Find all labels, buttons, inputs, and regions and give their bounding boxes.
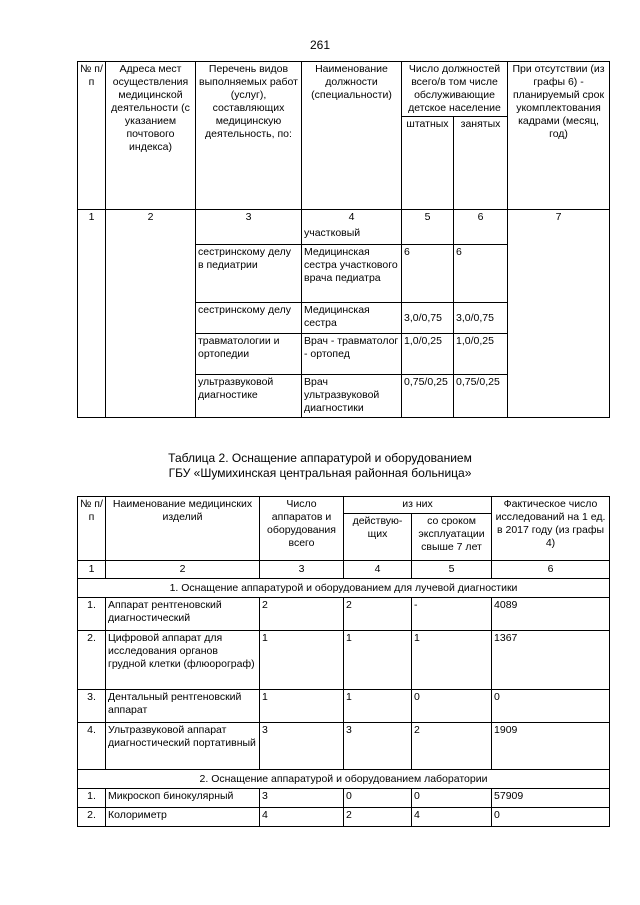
row-name: Дентальный рентгеновский аппарат	[106, 690, 260, 723]
row-old: -	[412, 598, 492, 631]
row-active: 2	[344, 598, 412, 631]
column-number-row	[78, 210, 610, 227]
row-count: 3	[260, 789, 344, 808]
row-name: Колориметр	[106, 808, 260, 827]
row-active: 1	[344, 631, 412, 690]
header-works: Перечень видов выполняемых работ (услуг), составляющих медицинскую деятельность, по:	[196, 62, 302, 210]
row-full	[402, 226, 454, 245]
row-num: 2.	[78, 631, 106, 690]
table-row	[78, 598, 610, 631]
row-old: 1	[412, 631, 492, 690]
row-occupied: 6	[454, 245, 508, 303]
table-row	[78, 631, 610, 690]
header-address: Адреса мест осуществления медицинской деятельности (с указанием почтового индекса)	[106, 62, 196, 210]
row-position: участковый	[302, 226, 402, 245]
table-header-row	[78, 497, 610, 514]
row-actual: 1909	[492, 723, 610, 770]
row-count: 3	[260, 723, 344, 770]
row-count: 4	[260, 808, 344, 827]
col-number: 2	[106, 561, 260, 579]
header-of-them: из них	[344, 497, 492, 514]
row-num: 4.	[78, 723, 106, 770]
caption-line: Таблица 2. Оснащение аппаратурой и оборудованием	[168, 451, 472, 465]
table-caption	[0, 451, 640, 481]
row-num: 3.	[78, 690, 106, 723]
row-actual: 57909	[492, 789, 610, 808]
staff-table	[77, 61, 610, 418]
col-number: 2	[106, 210, 196, 227]
row-work: травматологии и ортопедии	[196, 334, 302, 375]
row-num: 1.	[78, 789, 106, 808]
row-active: 2	[344, 808, 412, 827]
section-title: 1. Оснащение аппаратурой и оборудованием для лучевой диагностики	[78, 579, 610, 598]
table-row	[78, 808, 610, 827]
row-name: Ультразвуковой аппарат диагностический портативный	[106, 723, 260, 770]
col-number: 5	[402, 210, 454, 227]
row-count: 1	[260, 631, 344, 690]
row-full: 0,75/0,25	[402, 375, 454, 418]
header-plan: При отсутствии (из графы 6) - планируемый срок укомплектования кадрами (месяц, год)	[508, 62, 610, 210]
section-row	[78, 770, 610, 789]
col-number: 5	[412, 561, 492, 579]
header-old: со сроком эксплуатации свыше 7 лет	[412, 514, 492, 561]
header-position: Наименование должности (специальности)	[302, 62, 402, 210]
col-number: 3	[196, 210, 302, 227]
row-actual: 1367	[492, 631, 610, 690]
row-work	[196, 226, 302, 245]
col-number: 4	[302, 210, 402, 227]
header-count: Число аппаратов и оборудования всего	[260, 497, 344, 561]
header-actual: Фактическое число исследований на 1 ед. в 2017 году (из графы 4)	[492, 497, 610, 561]
row-position: Врач - травматолог - ортопед	[302, 334, 402, 375]
row-old: 0	[412, 690, 492, 723]
row-occupied: 3,0/0,75	[454, 303, 508, 334]
table-header-row	[78, 62, 610, 117]
caption-line: ГБУ «Шумихинская центральная районная больница»	[168, 466, 472, 480]
col-number: 1	[78, 561, 106, 579]
header-staff-group: Число должностей всего/в том числе обслуживающие детское население	[402, 62, 508, 117]
table-row	[78, 723, 610, 770]
header-staff-full: штатных	[402, 117, 454, 210]
row-old: 0	[412, 789, 492, 808]
equipment-table	[77, 496, 610, 827]
col-number: 7	[508, 210, 610, 227]
row-name: Цифровой аппарат для исследования органов грудной клетки (флюорограф)	[106, 631, 260, 690]
row-actual: 0	[492, 808, 610, 827]
row-full: 6	[402, 245, 454, 303]
row-work: сестринскому делу	[196, 303, 302, 334]
header-num: № п/п	[78, 497, 106, 561]
row-occupied: 0,75/0,25	[454, 375, 508, 418]
row-num: 2.	[78, 808, 106, 827]
column-number-row	[78, 561, 610, 579]
row-count: 2	[260, 598, 344, 631]
header-name: Наименование медицинских изделий	[106, 497, 260, 561]
row-active: 1	[344, 690, 412, 723]
row-occupied: 1,0/0,25	[454, 334, 508, 375]
col-number: 4	[344, 561, 412, 579]
row-active: 0	[344, 789, 412, 808]
row-count: 1	[260, 690, 344, 723]
table-row	[78, 789, 610, 808]
page-number: 261	[309, 38, 331, 52]
col-number: 3	[260, 561, 344, 579]
header-staff-occupied: занятых	[454, 117, 508, 210]
row-position: Врач ультразвуковой диагностики	[302, 375, 402, 418]
col-number: 6	[492, 561, 610, 579]
table-row	[78, 690, 610, 723]
row-position: Медицинская сестра участкового врача педиатра	[302, 245, 402, 303]
col-number: 1	[78, 210, 106, 227]
header-active: действую-щих	[344, 514, 412, 561]
row-old: 4	[412, 808, 492, 827]
row-name: Микроскоп бинокулярный	[106, 789, 260, 808]
header-num: № п/п	[78, 62, 106, 210]
row-position: Медицинская сестра	[302, 303, 402, 334]
row-work: сестринскому делу в педиатрии	[196, 245, 302, 303]
row-full: 3,0/0,75	[402, 303, 454, 334]
col-number: 6	[454, 210, 508, 227]
row-num: 1.	[78, 598, 106, 631]
row-work: ультразвуковой диагностике	[196, 375, 302, 418]
row-old: 2	[412, 723, 492, 770]
section-title: 2. Оснащение аппаратурой и оборудованием лаборатории	[78, 770, 610, 789]
row-full: 1,0/0,25	[402, 334, 454, 375]
table-row	[78, 226, 610, 245]
row-active: 3	[344, 723, 412, 770]
row-occupied	[454, 226, 508, 245]
section-row	[78, 579, 610, 598]
row-actual: 0	[492, 690, 610, 723]
row-name: Аппарат рентгеновский диагностический	[106, 598, 260, 631]
row-actual: 4089	[492, 598, 610, 631]
